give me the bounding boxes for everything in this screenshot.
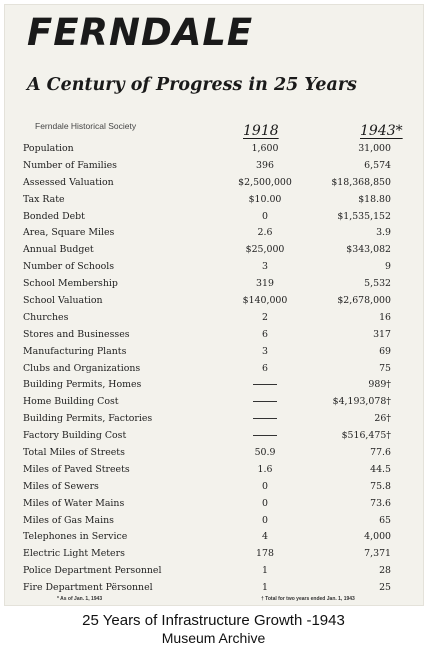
value-1918: 319	[256, 278, 274, 290]
value-1918: 3	[262, 345, 268, 357]
value-1943: $343,082	[346, 244, 391, 256]
value-1918: 2.6	[257, 227, 273, 239]
table-row	[5, 498, 423, 515]
value-1918: 0	[262, 497, 268, 509]
value-1943: 69	[379, 345, 391, 357]
row-label: Total Miles of Streets	[23, 447, 125, 459]
table-row	[5, 312, 423, 329]
value-1918: 1	[262, 565, 268, 577]
value-1943: 31,000	[358, 143, 391, 154]
table-row	[5, 261, 423, 278]
table-row	[5, 177, 423, 194]
value-1918: $25,000	[245, 244, 285, 256]
row-label: Factory Building Cost	[23, 430, 127, 442]
value-1943: $1,535,152	[337, 210, 391, 222]
table-row	[5, 447, 423, 464]
value-1918: 0	[262, 514, 268, 526]
value-1943: 989†	[368, 379, 391, 391]
table-row	[5, 346, 423, 363]
value-1943: 77.6	[370, 447, 391, 459]
footnote-1943: * As of Jan. 1, 1943	[57, 596, 103, 602]
value-1943: 75	[379, 362, 391, 374]
value-1943: $4,193,078†	[332, 396, 391, 408]
value-1943: 5,532	[364, 278, 391, 290]
table-row	[5, 565, 423, 582]
document-subtitle: A Century of Progress in 25 Years	[27, 75, 357, 95]
value-1918: 2	[262, 311, 268, 323]
table-row	[5, 396, 423, 413]
value-1918: $140,000	[242, 295, 288, 307]
row-label: Building Permits, Homes	[23, 379, 142, 391]
value-1943: 73.6	[370, 497, 391, 509]
table-row	[5, 295, 423, 312]
row-label: School Valuation	[23, 295, 103, 307]
value-1943: $18.80	[358, 193, 391, 205]
value-1918	[195, 430, 335, 441]
value-1943: 9	[385, 261, 391, 273]
no-data-dash	[253, 418, 277, 419]
value-1943: 25	[379, 582, 391, 594]
value-1918: $2,500,000	[238, 176, 292, 188]
table-row	[5, 464, 423, 481]
table-row	[5, 515, 423, 532]
value-1943: 75.8	[370, 480, 391, 492]
table-row	[5, 329, 423, 346]
row-label: Manufacturing Plants	[23, 345, 127, 357]
value-1918: 6	[262, 328, 268, 340]
row-label: Stores and Businesses	[23, 328, 130, 340]
table-row	[5, 244, 423, 261]
value-1918: 3	[262, 261, 268, 273]
row-label: School Membership	[23, 278, 118, 290]
row-label: Churches	[23, 311, 69, 323]
table-row	[5, 430, 423, 447]
row-label: Clubs and Organizations	[23, 362, 141, 374]
value-1918	[195, 396, 335, 407]
table-row	[5, 531, 423, 548]
value-1918: 50.9	[254, 447, 276, 459]
document-page	[4, 4, 424, 606]
row-label: Bonded Debt	[23, 210, 85, 222]
table-row	[5, 379, 423, 396]
row-label: Population	[23, 143, 74, 154]
value-1943: 28	[379, 565, 391, 577]
row-label: Home Building Cost	[23, 396, 119, 408]
value-1943: 16	[379, 311, 391, 323]
row-label: Miles of Water Mains	[23, 497, 125, 509]
caption-source: Museum Archive	[161, 630, 266, 646]
table-row	[5, 160, 423, 177]
no-data-dash	[253, 401, 277, 402]
row-label: Electric Light Meters	[23, 548, 125, 560]
document-title: FERNDALE	[27, 11, 254, 54]
table-row	[5, 194, 423, 211]
value-1943: 3.9	[376, 227, 391, 239]
value-1918: 6	[262, 362, 268, 374]
table-row	[5, 481, 423, 498]
row-label: Miles of Gas Mains	[23, 514, 114, 526]
table-row	[5, 143, 423, 160]
caption-title: 25 Years of Infrastructure Growth -1943	[82, 612, 345, 629]
table-row	[5, 227, 423, 244]
value-1918: 0	[262, 480, 268, 492]
value-1918: 1.6	[257, 463, 273, 475]
value-1943: 6,574	[364, 159, 391, 171]
value-1918: 0	[262, 210, 268, 222]
statistics-table	[5, 143, 423, 599]
value-1943: $2,678,000	[337, 295, 391, 307]
row-label: Miles of Paved Streets	[23, 463, 130, 475]
value-1943: 26†	[374, 413, 391, 425]
value-1943: 7,371	[364, 548, 391, 560]
value-1918: 178	[256, 548, 274, 560]
table-row	[5, 363, 423, 380]
value-1943: 4,000	[364, 531, 391, 543]
table-row	[5, 548, 423, 565]
row-label: Assessed Valuation	[23, 176, 114, 188]
value-1943: 317	[373, 328, 391, 340]
year-header-1943: 1943*	[360, 123, 403, 139]
table-row	[5, 413, 423, 430]
value-1918	[195, 379, 335, 390]
row-label: Number of Families	[23, 159, 117, 171]
footnote-two-years: † Total for two years ended Jan. 1, 1943	[261, 596, 355, 602]
value-1943: $516,475†	[341, 430, 391, 442]
value-1943: 44.5	[370, 463, 391, 475]
value-1943: $18,368,850	[331, 176, 391, 188]
value-1918: $10.00	[248, 193, 282, 205]
value-1918: 1,600	[251, 143, 279, 154]
row-label: Telephones in Service	[23, 531, 128, 543]
row-label: Fire Department Përsonnel	[23, 582, 153, 594]
row-label: Miles of Sewers	[23, 480, 99, 492]
value-1918	[195, 413, 335, 424]
row-label: Annual Budget	[23, 244, 94, 256]
table-row	[5, 211, 423, 228]
table-row	[5, 278, 423, 295]
row-label: Number of Schools	[23, 261, 115, 273]
row-label: Police Department Personnel	[23, 565, 162, 577]
year-header-1918: 1918	[243, 123, 279, 139]
no-data-dash	[253, 384, 277, 385]
value-1918: 1	[262, 582, 268, 594]
value-1943: 65	[379, 514, 391, 526]
row-label: Tax Rate	[23, 193, 65, 205]
society-label: Ferndale Historical Society	[35, 121, 137, 131]
no-data-dash	[253, 435, 277, 436]
row-label: Building Permits, Factories	[23, 413, 153, 425]
value-1918: 4	[262, 531, 268, 543]
value-1918: 396	[256, 159, 274, 171]
row-label: Area, Square Miles	[23, 227, 115, 239]
